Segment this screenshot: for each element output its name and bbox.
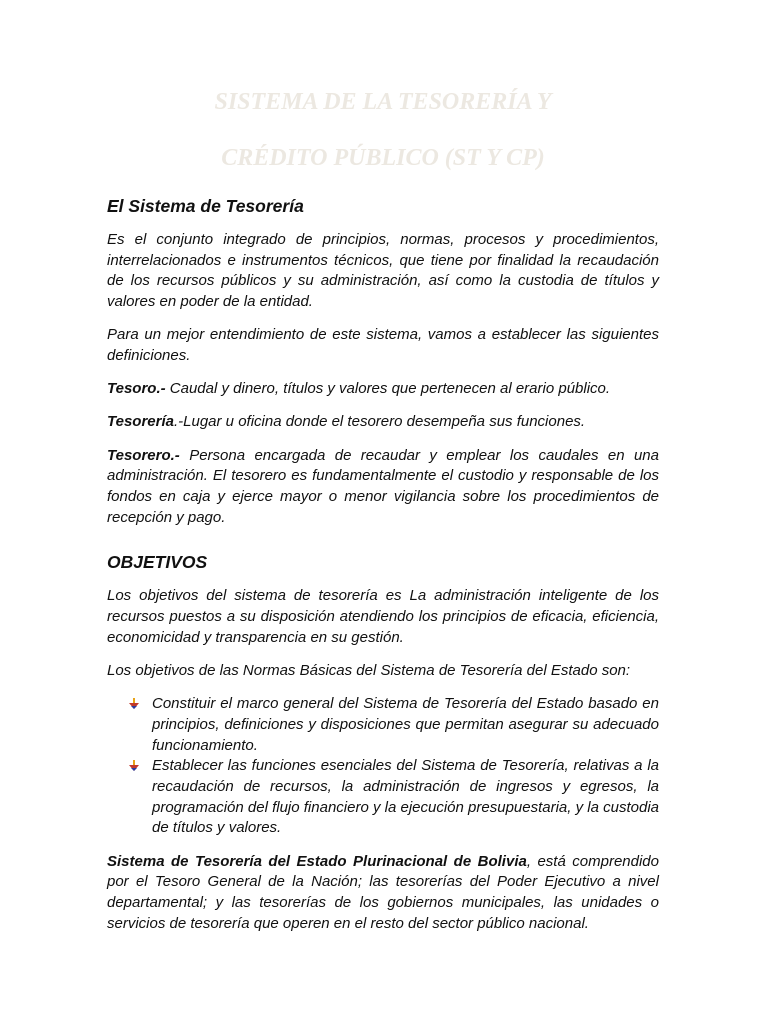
bolivia-text: , está comprendido por el Tesoro General de la Nación; las tesorerías del Poder Ejecutivo a nivel departamental; y las tesorerías de los gobiernos municipales, las unidades o servicios de tesorería que operen en el resto del sector público nacional. <box>107 852 659 932</box>
list-item <box>107 756 659 839</box>
definition-tesorero <box>107 446 659 529</box>
paragraph-intro-definiciones: Para un mejor entendimiento de este sistema, vamos a establecer las siguientes definiciones. <box>107 326 659 365</box>
objectives-list <box>107 694 659 839</box>
definition-term: Tesorería <box>107 413 174 431</box>
definition-text: .-Lugar u oficina donde el tesorero desempeña sus funciones. <box>173 413 586 431</box>
paragraph-definition-sistema: Es el conjunto integrado de principios, normas, procesos y procedimientos, interrelacionados e instrumentos técnicos, que tiene por finalidad la recaudación de los recursos públicos y su administración, así como la custodia de títulos y valores en poder de la entidad. <box>107 231 659 311</box>
list-item <box>107 694 659 756</box>
section-heading-objetivos: OBJETIVOS <box>107 552 208 573</box>
bolivia-term: Sistema de Tesorería del Estado Plurinacional de Bolivia <box>107 852 527 870</box>
arrow-bullet-icon <box>128 698 140 710</box>
arrow-bullet-icon <box>128 760 140 772</box>
definition-tesoro <box>107 379 659 400</box>
paragraph-sistema-bolivia <box>107 852 659 935</box>
paragraph-objetivos-sistema: Los objetivos del sistema de tesorería es La administración inteligente de los recursos puestos a su disposición atendiendo los principios de eficacia, eficiencia, economicidad y transparencia en su gestión. <box>107 587 659 646</box>
definition-term: Tesorero.- <box>107 446 180 464</box>
document-title-line-2: CRÉDITO PÚBLICO (ST Y CP) <box>221 145 545 171</box>
document-title-line-1: SISTEMA DE LA TESORERÍA Y <box>214 89 552 115</box>
list-item-text: Constituir el marco general del Sistema de Tesorería del Estado basado en principios, definiciones y disposiciones que permitan asegurar su adecuado funcionamiento. <box>152 695 659 754</box>
definition-text: Caudal y dinero, títulos y valores que pertenecen al erario público. <box>165 380 611 398</box>
definition-tesoreria <box>107 412 659 433</box>
paragraph-objetivos-normas: Los objetivos de las Normas Básicas del Sistema de Tesorería del Estado son: <box>107 662 631 680</box>
definition-term: Tesoro.- <box>107 380 166 398</box>
section-heading-sistema-tesoreria: El Sistema de Tesorería <box>107 196 304 216</box>
document-page <box>107 88 659 947</box>
definition-text: Persona encargada de recaudar y emplear los caudales en una administración. El tesorero es fundamentalmente el custodio y responsable de los fondos en caja y ejerce mayor o menor vigilancia sobre los procedimientos de recepción y pago. <box>107 446 659 526</box>
list-item-text: Establecer las funciones esenciales del Sistema de Tesorería, relativas a la recaudación de recursos, la administración de ingresos y egresos, la programación del flujo financiero y la ejecución presupuestaria, y la custodia de títulos y valores. <box>152 757 659 837</box>
